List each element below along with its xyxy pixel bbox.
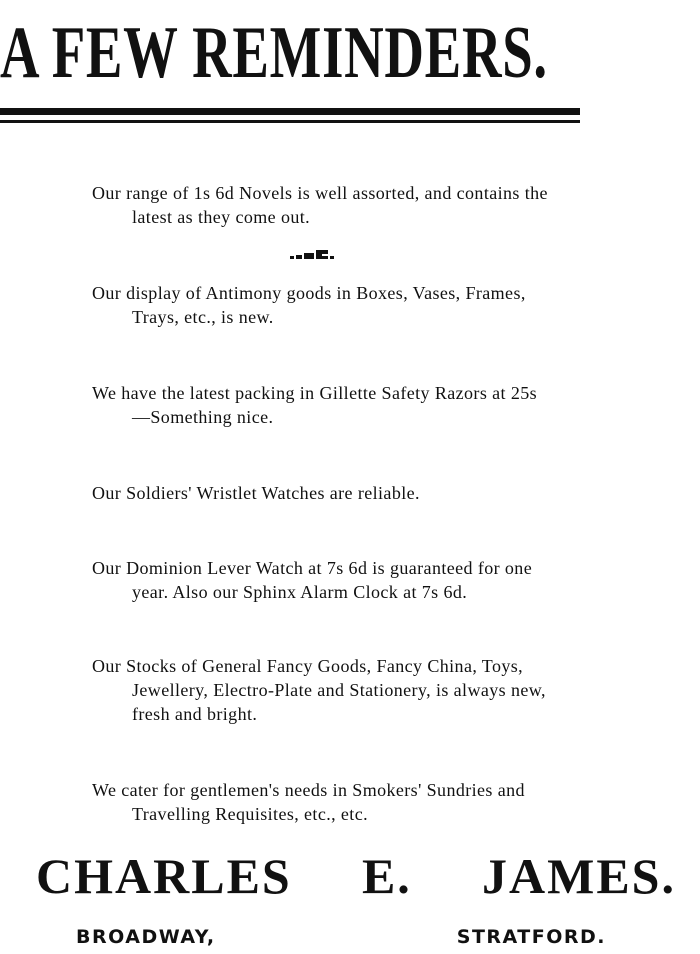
reminder-novels <box>92 181 700 229</box>
reminder-razors <box>92 381 700 429</box>
address-street: BROADWAY, <box>76 926 216 948</box>
reminder-line: We cater for gentlemen's needs in Smokers' Sundries and <box>92 780 525 800</box>
reminder-line: Our range of 1s 6d Novels is well assorted, and contains the <box>92 183 548 203</box>
headline-rule-thick <box>0 108 580 115</box>
printers-ornament-icon <box>288 248 336 262</box>
reminder-line: We have the latest packing in Gillette Safety Razors at 25s <box>92 383 538 403</box>
headline-rule-thin <box>0 120 580 123</box>
reminder-line: fresh and bright. <box>132 704 258 724</box>
reminder-line: latest as they come out. <box>132 207 311 227</box>
merchant-address <box>76 926 606 948</box>
reminder-line: Our Soldiers' Wristlet Watches are reliable. <box>92 483 420 503</box>
ad-headline: A FEW REMINDERS. <box>0 12 548 94</box>
reminder-lever-watch <box>92 556 700 604</box>
reminder-line: Our Stocks of General Fancy Goods, Fancy China, Toys, <box>92 656 524 676</box>
reminder-line: Trays, etc., is new. <box>132 307 274 327</box>
reminder-fancy-goods <box>92 654 700 726</box>
reminder-gentlemen <box>92 778 700 826</box>
reminder-line: Jewellery, Electro-Plate and Stationery, is always new, <box>132 680 546 700</box>
merchant-initial: E. <box>361 848 412 904</box>
merchant-first-name: CHARLES <box>36 848 292 904</box>
merchant-name <box>36 848 676 904</box>
reminder-line: —Something nice. <box>132 407 274 427</box>
reminder-line: Our Dominion Lever Watch at 7s 6d is guaranteed for one <box>92 558 533 578</box>
address-town: STRATFORD. <box>456 926 606 948</box>
reminder-line: year. Also our Sphinx Alarm Clock at 7s 6d. <box>132 582 468 602</box>
reminder-watches <box>92 481 700 505</box>
reminder-line: Travelling Requisites, etc., etc. <box>132 804 368 824</box>
reminder-line: Our display of Antimony goods in Boxes, Vases, Frames, <box>92 283 526 303</box>
merchant-last-name: JAMES. <box>482 848 676 904</box>
reminder-antimony <box>92 281 700 329</box>
